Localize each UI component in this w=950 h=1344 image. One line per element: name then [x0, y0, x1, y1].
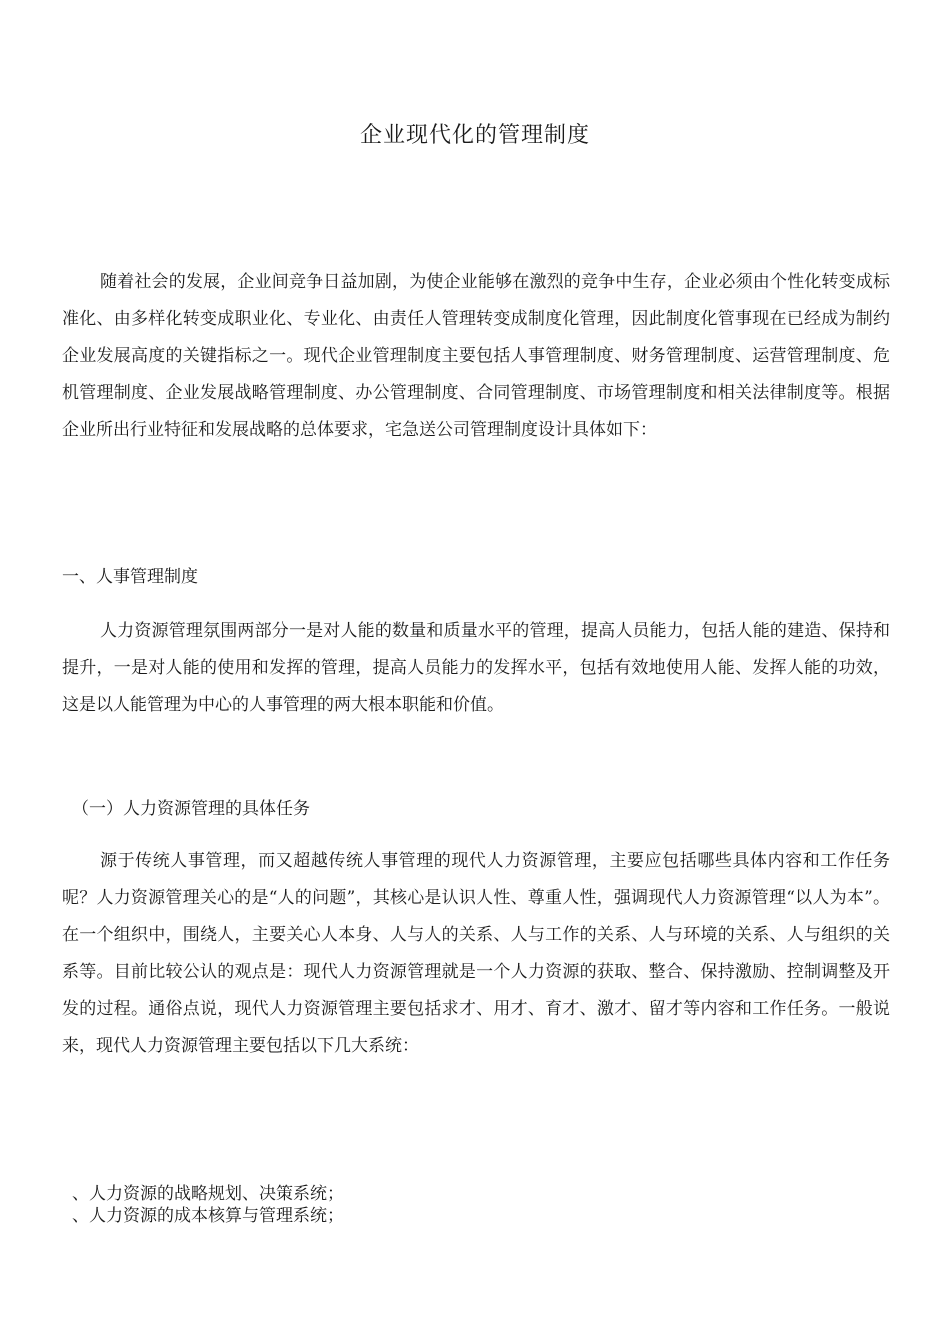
document-title: 企业现代化的管理制度 — [359, 123, 590, 148]
hr-systems-list — [72, 1183, 344, 1227]
section-paragraph-personnel: 人力资源管理氛围两部分一是对人能的数量和质量水平的管理，提高人员能力，包括人能的建造、保持和提升，一是对人能的使用和发挥的管理，提高人员能力的发挥水平，包括有效地使用人能、发挥人能的功效，这是以人能管理为中心的人事管理的两大根本职能和价值。 — [62, 621, 890, 715]
subsection-heading-hr-tasks: （一）人力资源管理的具体任务 — [72, 799, 310, 819]
list-item: 、人力资源的成本核算与管理系统； — [72, 1206, 344, 1226]
subsection-paragraph-hr-tasks: 源于传统人事管理，而又超越传统人事管理的现代人力资源管理，主要应包括哪些具体内容和工作任务呢？人力资源管理关心的是“人的问题”，其核心是认识人性、尊重人性，强调现代人力资源管理“以人为本”。在一个组织中，围绕人，主要关心人本身、人与人的关系、人与工作的关系、人与环境的关系、人与组织的关系等。目前比较公认的观点是：现代人力资源管理就是一个人力资源的获取、整合、保持激励、控制调整及开发的过程。通俗点说，现代人力资源管理主要包括求才、用才、育才、激才、留才等内容和工作任务。一般说来，现代人力资源管理主要包括以下几大系统： — [62, 851, 890, 1056]
list-item: 、人力资源的战略规划、决策系统； — [72, 1184, 344, 1204]
section-heading-personnel: 一、人事管理制度 — [62, 567, 198, 587]
intro-paragraph: 随着社会的发展，企业间竞争日益加剧，为使企业能够在激烈的竞争中生存，企业必须由个性化转变成标准化、由多样化转变成职业化、专业化、由责任人管理转变成制度化管理，因此制度化管事现在已经成为制约企业发展高度的关键指标之一。现代企业管理制度主要包括人事管理制度、财务管理制度、运营管理制度、危机管理制度、企业发展战略管理制度、办公管理制度、合同管理制度、市场管理制度和相关法律制度等。根据企业所出行业特征和发展战略的总体要求，宅急送公司管理制度设计具体如下： — [62, 272, 890, 440]
